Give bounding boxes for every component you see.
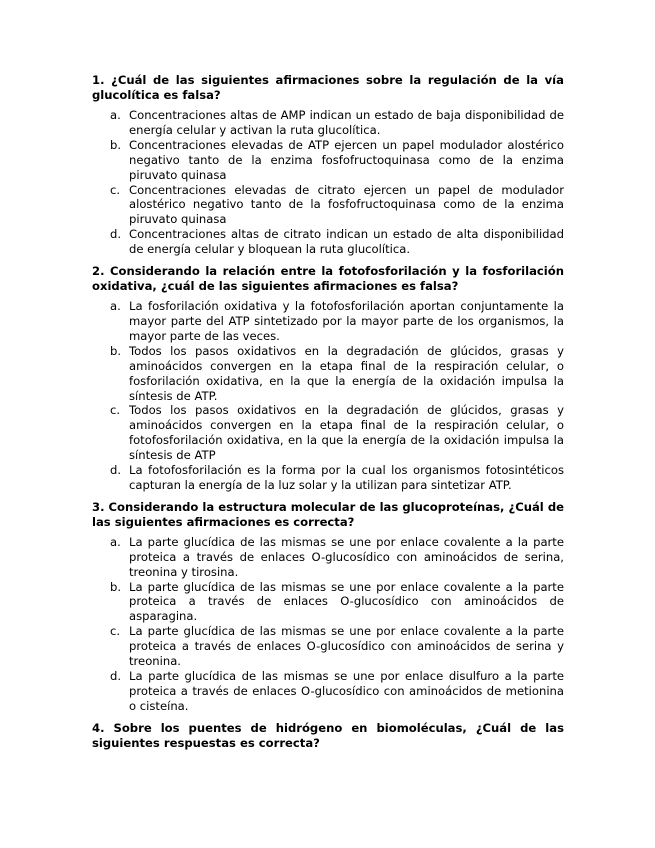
option-text: Concentraciones elevadas de ATP ejercen un papel modulador alostérico negativo tanto de la enzima fosfofructoquinasa como de la enzima piruvato quinasa [129,137,564,182]
option-text: La parte glucídica de las mismas se une por enlace covalente a la parte proteica a través de enlaces O-glucosídico con aminoácidos de serina, treonina y tirosina. [129,534,564,579]
question-3-title: 3. Considerando la estructura molecular de las glucoproteínas, ¿Cuál de las siguientes afirmaciones es correcta? [92,499,564,529]
option-letter: a. [110,108,121,122]
question-2-option-d [92,463,564,493]
question-2-options [92,299,564,493]
option-letter: d. [110,463,122,478]
question-2-option-a [92,299,564,344]
option-letter: a. [110,299,121,314]
option-letter: b. [110,343,122,358]
question-2-title: 2. Considerando la relación entre la fotofosforilación y la fosforilación oxidativa, ¿cuál de las siguientes afirmaciones es falsa? [92,264,564,294]
option-text: La parte glucídica de las mismas se une por enlace disulfuro a la parte proteica a través de enlaces O-glucosídico con aminoácidos de metionina o cisteína. [129,669,564,713]
option-text: Concentraciones altas de AMP indican un estado de baja disponibilidad de energía celular y activan la ruta glucolítica. [129,108,564,137]
question-3-option-a [92,535,564,580]
question-3-options [92,535,564,714]
question-1-option-a [92,108,564,138]
question-1-option-c [92,183,564,228]
question-3-option-b [92,580,564,625]
question-1-option-d [92,227,564,257]
option-text: La parte glucídica de las mismas se une por enlace covalente a la parte proteica a través de enlaces O-glucosídico con aminoácidos de serina y treonina. [129,624,564,669]
question-2-option-c [92,403,564,463]
option-letter: d. [110,227,122,242]
option-text: Concentraciones altas de citrato indican un estado de alta disponibilidad de energía celular y bloquean la ruta glucolítica. [129,227,564,257]
option-text: La fosforilación oxidativa y la fotofosforilación aportan conjuntamente la mayor parte del ATP sintetizado por la mayor parte de los organismos, la mayor parte de las veces. [129,299,564,343]
option-letter: c. [110,624,121,639]
option-text: Concentraciones elevadas de citrato ejercen un papel de modulador alostérico negativo tanto de la fosfofructoquinasa como de la enzima piruvato quinasa [129,182,564,227]
question-1-option-b [92,138,564,183]
option-letter: c. [110,182,121,197]
option-text: Todos los pasos oxidativos en la degradación de glúcidos, grasas y aminoácidos convergen en la etapa final de la respiración celular, o fotofosforilación oxidativa, en la que la energía de la oxidación impulsa la síntesis de ATP [129,403,564,463]
question-3-option-c [92,624,564,669]
option-letter: c. [110,403,121,418]
document-page [92,73,564,756]
option-letter: a. [110,534,121,549]
question-4-title: 4. Sobre los puentes de hidrógeno en biomoléculas, ¿Cuál de las siguientes respuestas es correcta? [92,720,564,750]
option-text: Todos los pasos oxidativos en la degradación de glúcidos, grasas y aminoácidos convergen en la etapa final de la respiración celular, o fosforilación oxidativa, en la que la energía de la oxidación impulsa la síntesis de ATP. [129,343,564,403]
question-1-options [92,108,564,257]
option-letter: d. [110,669,122,683]
option-text: La parte glucídica de las mismas se une por enlace covalente a la parte proteica a través de enlaces O-glucosídico con aminoácidos de asparagina. [129,579,564,624]
option-letter: b. [110,579,122,594]
option-text: La fotofosforilación es la forma por la cual los organismos fotosintéticos capturan la energía de la luz solar y la utilizan para sintetizar ATP. [129,463,564,492]
option-letter: b. [110,137,122,152]
question-3-option-d [92,669,564,714]
question-2-option-b [92,344,564,404]
question-1-title: 1. ¿Cuál de las siguientes afirmaciones sobre la regulación de la vía glucolítica es falsa? [92,73,564,102]
